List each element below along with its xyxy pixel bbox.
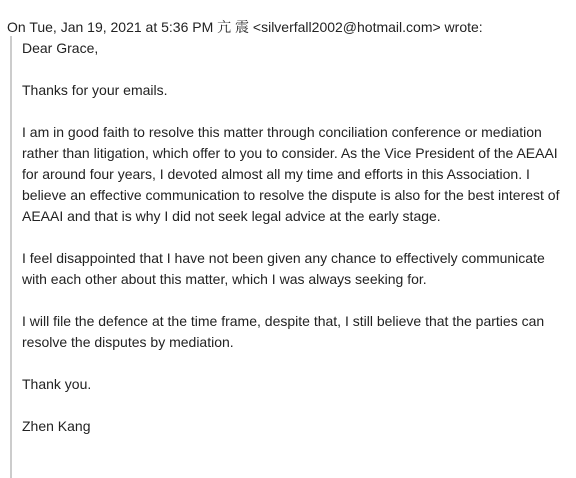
signature: Zhen Kang <box>22 418 91 434</box>
message-paragraph-2: I feel disappointed that I have not been given any chance to effectively communicate with each other about this matter, which I was always seeking for. <box>22 250 545 287</box>
message-paragraph-1: I am in good faith to resolve this matter through conciliation conference or mediation rather than litigation, which offer to you to consider. As the Vice President of the AEAAI for around four years, I devoted almost all my time and efforts in this Association. I believe an effective communication to resolve the dispute is also for the best interest of AEAAI and that is why I did not seek legal advice at the early stage. <box>22 124 560 224</box>
quoted-message-body <box>22 38 570 437</box>
greeting: Dear Grace, <box>22 40 99 56</box>
closing-line: Thank you. <box>22 376 92 392</box>
message-paragraph-3: I will file the defence at the time frame, despite that, I still believe that the parties can resolve the disputes by mediation. <box>22 313 545 350</box>
thanks-line: Thanks for your emails. <box>22 82 168 98</box>
quoted-message-block <box>10 36 576 478</box>
quote-attribution-line: On Tue, Jan 19, 2021 at 5:36 PM 亢 震 <silverfall2002@hotmail.com> wrote: <box>7 19 483 35</box>
